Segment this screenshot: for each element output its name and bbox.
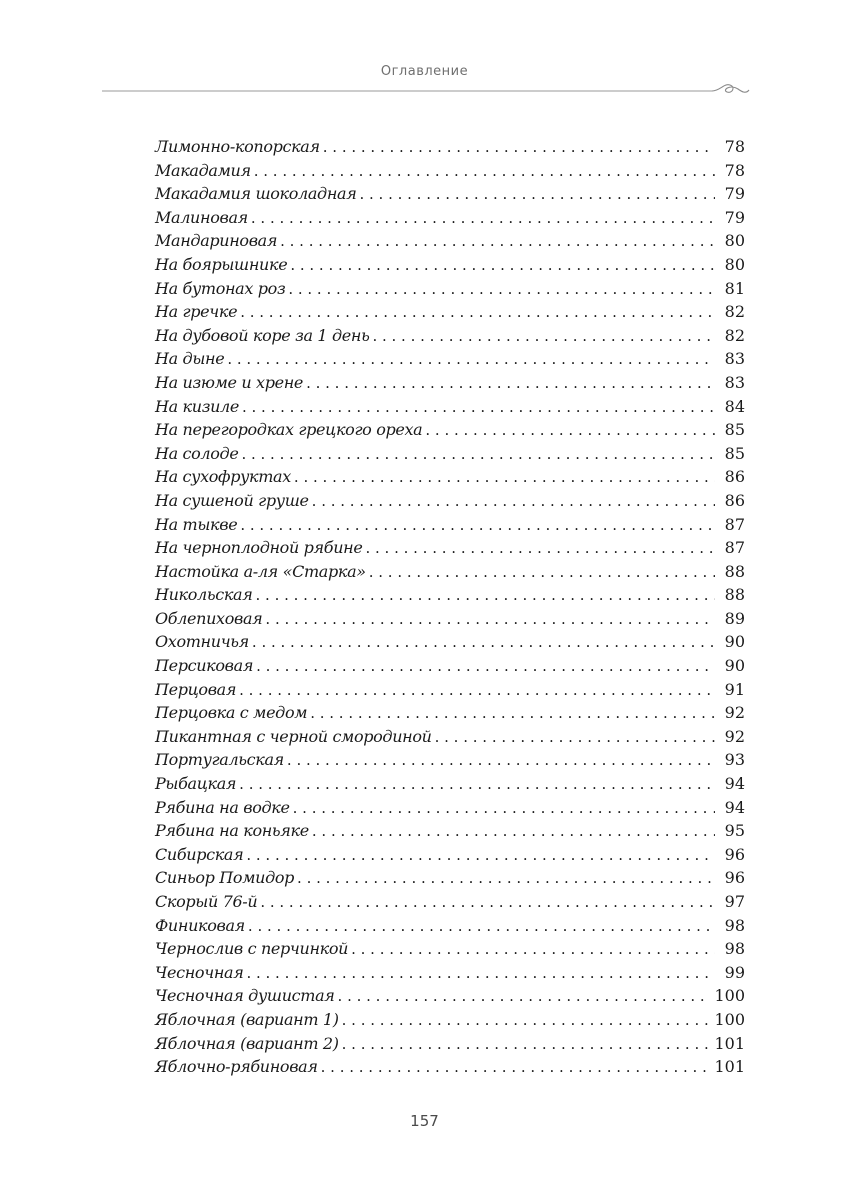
toc-entry [155, 678, 745, 702]
toc-entry-page: 101 [714, 1057, 745, 1077]
toc-dot-leader [359, 183, 715, 207]
toc-entry [155, 536, 745, 560]
toc-entry-title: Мандариновая [155, 231, 278, 251]
toc-entry-page: 94 [724, 797, 745, 817]
toc-entry-title: На сухофруктах [155, 467, 291, 487]
toc-entry-title: Никольская [155, 585, 253, 605]
toc-entry-page: 99 [724, 962, 745, 982]
toc-dot-leader [254, 160, 715, 184]
toc-entry-page: 78 [724, 160, 745, 180]
toc-entry [155, 513, 745, 537]
toc-dot-leader [306, 372, 715, 396]
table-of-contents [155, 135, 745, 1079]
toc-entry [155, 914, 745, 938]
toc-entry [155, 937, 745, 961]
toc-entry [155, 866, 745, 890]
toc-entry-page: 79 [724, 207, 745, 227]
toc-entry [155, 159, 745, 183]
toc-entry-page: 85 [724, 443, 745, 463]
toc-entry-title: Синьор Помидор [155, 868, 295, 888]
toc-entry [155, 796, 745, 820]
toc-entry-title: Финиковая [155, 915, 245, 935]
toc-dot-leader [365, 537, 715, 561]
toc-entry-page: 89 [724, 608, 745, 628]
toc-entry-page: 82 [724, 325, 745, 345]
toc-entry-title: Яблочная (вариант 2) [155, 1033, 339, 1053]
toc-entry [155, 819, 745, 843]
toc-entry-title: Рыбацкая [155, 774, 237, 794]
toc-entry [155, 182, 745, 206]
toc-dot-leader [239, 773, 715, 797]
toc-entry-page: 90 [724, 632, 745, 652]
toc-entry-title: На перегородках грецкого ореха [155, 420, 423, 440]
toc-entry [155, 961, 745, 985]
toc-dot-leader [287, 749, 715, 773]
toc-entry [155, 229, 745, 253]
toc-entry-page: 80 [724, 231, 745, 251]
toc-entry [155, 984, 745, 1008]
toc-dot-leader [252, 631, 715, 655]
toc-entry-page: 88 [724, 561, 745, 581]
toc-dot-leader [240, 514, 715, 538]
toc-dot-leader [312, 490, 715, 514]
toc-dot-leader [260, 891, 715, 915]
toc-entry-page: 79 [724, 184, 745, 204]
toc-entry-title: Персиковая [155, 656, 254, 676]
toc-entry-title: Португальская [155, 750, 284, 770]
toc-entry-title: На тыкве [155, 514, 238, 534]
toc-entry-page: 101 [714, 1033, 745, 1053]
toc-dot-leader [227, 348, 715, 372]
toc-entry-page: 100 [714, 1009, 745, 1029]
toc-entry-title: Охотничья [155, 632, 249, 652]
toc-dot-leader [256, 655, 715, 679]
toc-entry-page: 98 [724, 939, 745, 959]
toc-entry-page: 96 [724, 844, 745, 864]
toc-dot-leader [240, 301, 715, 325]
toc-entry-page: 78 [724, 137, 745, 156]
flourish-icon [712, 85, 749, 93]
toc-entry [155, 253, 745, 277]
toc-entry-page: 88 [724, 585, 745, 605]
toc-entry [155, 748, 745, 772]
toc-dot-leader [323, 136, 715, 160]
toc-entry [155, 890, 745, 914]
toc-entry-page: 92 [724, 703, 745, 723]
toc-dot-leader [251, 207, 715, 231]
toc-entry-page: 93 [724, 750, 745, 770]
toc-entry-title: Чернослив с перчинкой [155, 939, 349, 959]
toc-entry-page: 80 [724, 254, 745, 274]
toc-entry [155, 371, 745, 395]
toc-entry [155, 607, 745, 631]
toc-dot-leader [293, 797, 715, 821]
toc-dot-leader [246, 962, 715, 986]
toc-entry-page: 87 [724, 514, 745, 534]
toc-dot-leader [280, 230, 715, 254]
toc-entry-title: На боярышнике [155, 254, 288, 274]
toc-entry [155, 1008, 745, 1032]
toc-entry-title: Малиновая [155, 207, 248, 227]
header-ornament-rule [100, 80, 750, 100]
toc-entry [155, 560, 745, 584]
toc-entry-title: Пикантная с черной смородиной [155, 726, 432, 746]
toc-dot-leader [425, 419, 715, 443]
toc-dot-leader [310, 702, 715, 726]
toc-entry-page: 85 [724, 420, 745, 440]
toc-dot-leader [246, 844, 715, 868]
toc-entry-page: 98 [724, 915, 745, 935]
toc-dot-leader [435, 726, 715, 750]
toc-entry-page: 91 [724, 679, 745, 699]
toc-entry [155, 206, 745, 230]
toc-entry-page: 97 [724, 892, 745, 911]
toc-entry [155, 489, 745, 513]
toc-entry-title: На гречке [155, 302, 238, 322]
toc-dot-leader [372, 325, 715, 349]
toc-entry [155, 347, 745, 371]
toc-entry-title: На сушеной груше [155, 490, 309, 510]
toc-entry [155, 725, 745, 749]
toc-dot-leader [248, 915, 715, 939]
toc-entry-title: Яблочно-рябиновая [155, 1057, 318, 1077]
toc-entry [155, 772, 745, 796]
toc-entry-title: Рябина на коньяке [155, 821, 309, 841]
toc-entry [155, 1032, 745, 1056]
toc-entry-title: На черноплодной рябине [155, 538, 363, 558]
toc-entry-page: 81 [724, 278, 745, 298]
toc-dot-leader [256, 584, 716, 608]
toc-entry-page: 84 [724, 396, 745, 416]
toc-entry-page: 92 [724, 726, 745, 746]
toc-entry-page: 86 [724, 490, 745, 510]
toc-entry-title: Настойка а-ля «Старка» [155, 561, 366, 581]
toc-entry [155, 395, 745, 419]
toc-entry-title: Макадамия шоколадная [155, 184, 357, 204]
toc-entry [155, 442, 745, 466]
toc-dot-leader [321, 1056, 711, 1080]
toc-dot-leader [294, 466, 715, 490]
toc-entry-title: На бутонах роз [155, 278, 286, 298]
toc-entry-title: На кизиле [155, 396, 239, 416]
toc-entry [155, 135, 745, 159]
toc-entry [155, 583, 745, 607]
toc-entry-page: 90 [724, 656, 745, 676]
toc-entry-page: 96 [724, 868, 745, 888]
toc-entry-page: 82 [724, 302, 745, 322]
toc-dot-leader [369, 561, 715, 585]
toc-dot-leader [297, 867, 715, 891]
toc-entry-page: 95 [724, 821, 745, 841]
toc-dot-leader [342, 1033, 711, 1057]
toc-dot-leader [265, 608, 715, 632]
page-number: 157 [410, 1112, 439, 1130]
toc-entry-page: 94 [724, 774, 745, 794]
toc-entry [155, 277, 745, 301]
toc-entry [155, 418, 745, 442]
toc-entry-title: Перцовка с медом [155, 703, 308, 723]
toc-entry [155, 324, 745, 348]
toc-entry-page: 100 [714, 986, 745, 1006]
toc-entry-title: Облепиховая [155, 608, 263, 628]
toc-dot-leader [351, 938, 715, 962]
toc-entry-title: Чесночная [155, 962, 244, 982]
toc-dot-leader [290, 254, 715, 278]
toc-entry-title: Перцовая [155, 679, 237, 699]
toc-entry [155, 300, 745, 324]
toc-dot-leader [239, 679, 715, 703]
toc-entry-title: На дыне [155, 349, 225, 369]
toc-dot-leader [288, 278, 715, 302]
toc-entry [155, 465, 745, 489]
toc-entry-title: Скорый 76-й [155, 892, 258, 911]
toc-entry-title: На изюме и хрене [155, 372, 304, 392]
toc-entry-title: На солоде [155, 443, 239, 463]
toc-dot-leader [242, 396, 715, 420]
toc-dot-leader [342, 1009, 711, 1033]
toc-entry [155, 1055, 745, 1079]
toc-entry-page: 87 [724, 538, 745, 558]
toc-entry-title: Чесночная душистая [155, 986, 335, 1006]
toc-entry [155, 630, 745, 654]
toc-dot-leader [312, 820, 715, 844]
toc-entry-title: Макадамия [155, 160, 251, 180]
toc-entry-title: Лимонно-копорская [155, 137, 320, 156]
toc-entry-page: 83 [724, 372, 745, 392]
toc-entry [155, 701, 745, 725]
toc-entry [155, 654, 745, 678]
toc-entry-title: Рябина на водке [155, 797, 290, 817]
toc-dot-leader [241, 443, 715, 467]
toc-entry-title: Сибирская [155, 844, 244, 864]
toc-entry-page: 86 [724, 467, 745, 487]
toc-entry-page: 83 [724, 349, 745, 369]
toc-entry-title: На дубовой коре за 1 день [155, 325, 370, 345]
toc-entry [155, 843, 745, 867]
toc-entry-title: Яблочная (вариант 1) [155, 1009, 339, 1029]
running-header: Оглавление [380, 64, 469, 79]
toc-dot-leader [338, 985, 711, 1009]
